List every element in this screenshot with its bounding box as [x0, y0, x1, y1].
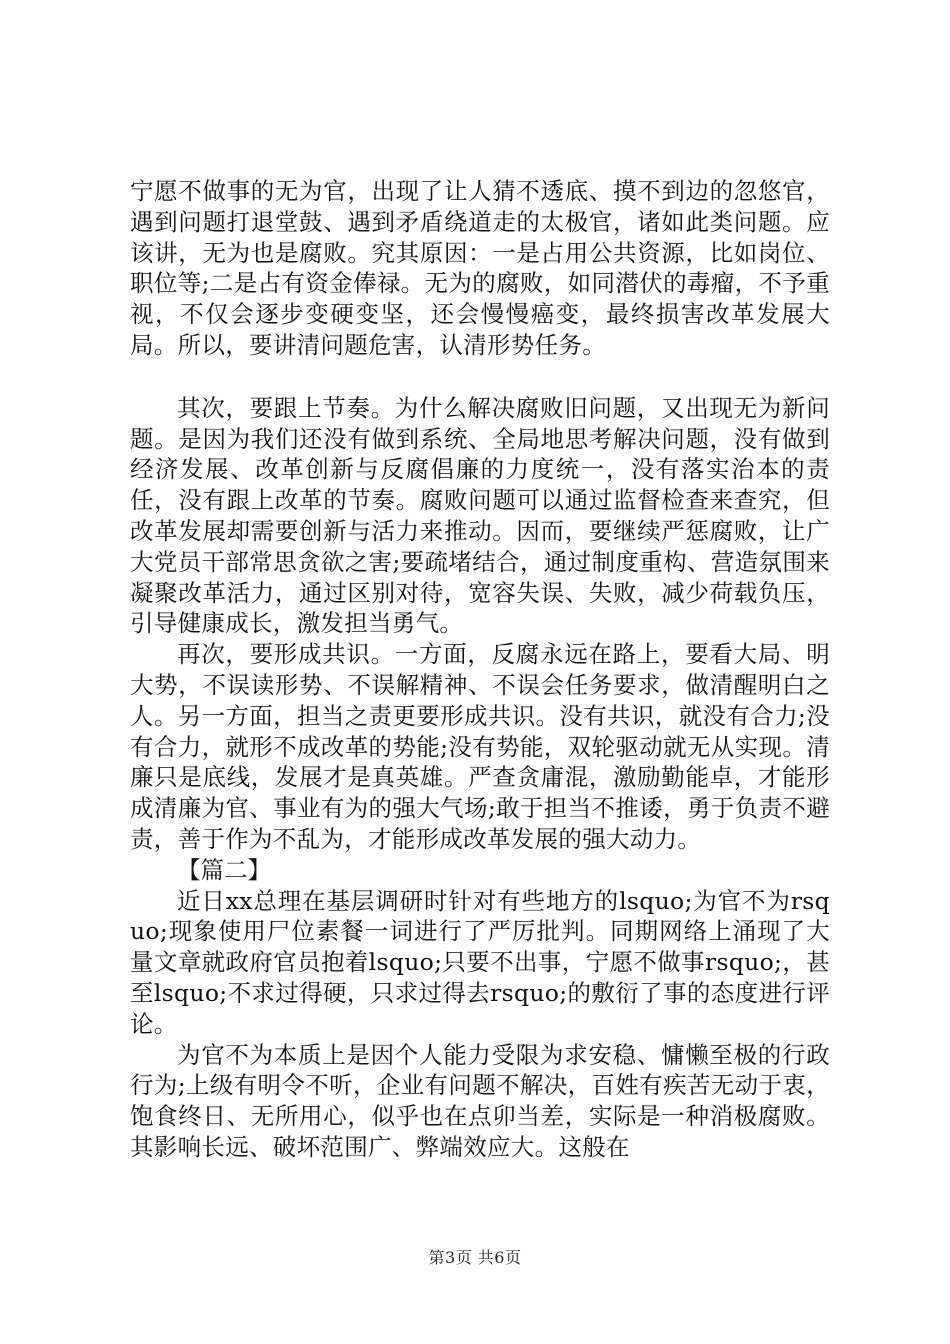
section-heading: 【篇二】: [177, 855, 271, 884]
paragraph-4: 近日xx总理在基层调研时针对有些地方的lsquo;为官不为rsquo;现象使用尸位素餐一词进行了严厉批判。同期网络上涌现了大量文章就政府官员抱着lsquo;只要不出事，宁愿不做事rsquo;，甚至lsquo;不求过得硬，只求过得去rsquo;的敷衍了事的态度进行评论。: [130, 886, 830, 1038]
page-footer: 第3页 共6页: [428, 1248, 522, 1267]
paragraph-2: 其次，要跟上节奏。为什么解决腐败旧问题，又出现无为新问题。是因为我们还没有做到系统、全局地思考解决问题，没有做到经济发展、改革创新与反腐倡廉的力度统一，没有落实治本的责任，没有跟上改革的节奏。腐败问题可以通过监督检查来查究，但改革发展却需要创新与活力来推动。因而，要继续严惩腐败，让广大党员干部常思贪欲之害;要疏堵结合，通过制度重构、营造氛围来凝聚改革活力，通过区别对待，宽容失误、失败，减少荷载负压，引导健康成长，激发担当勇气。: [130, 393, 830, 638]
paragraph-5: 为官不为本质上是因个人能力受限为求安稳、慵懒至极的行政行为;上级有明令不听，企业有问题不解决，百姓有疾苦无动于衷，饱食终日、无所用心，似乎也在点卯当差，实际是一种消极腐败。其影响长远、破坏范围广、弊端效应大。这般在: [130, 1040, 830, 1161]
paragraph-3: 再次，要形成共识。一方面，反腐永远在路上，要看大局、明大势，不误读形势、不误解精神、不误会任务要求，做清醒明白之人。另一方面，担当之责更要形成共识。没有共识，就没有合力;没有合力，就形不成改革的势能;没有势能，双轮驱动就无从实现。清廉只是底线，发展才是真英雄。严查贪庸混，激励勤能卓，才能形成清廉为官、事业有为的强大气场;敢于担当不推诿，勇于负责不避责，善于作为不乱为，才能形成改革发展的强大动力。: [130, 640, 830, 853]
paragraph-1: 宁愿不做事的无为官，出现了让人猜不透底、摸不到边的忽悠官，遇到问题打退堂鼓、遇到矛盾绕道走的太极官，诸如此类问题。应该讲，无为也是腐败。究其原因：一是占用公共资源，比如岗位、职位等;二是占有资金俸禄。无为的腐败，如同潜伏的毒瘤，不予重视，不仅会逐步变硬变坚，还会慢慢癌变，最终损害改革发展大局。所以，要讲清问题危害，认清形势任务。: [130, 177, 830, 359]
document-body: [130, 176, 830, 1163]
